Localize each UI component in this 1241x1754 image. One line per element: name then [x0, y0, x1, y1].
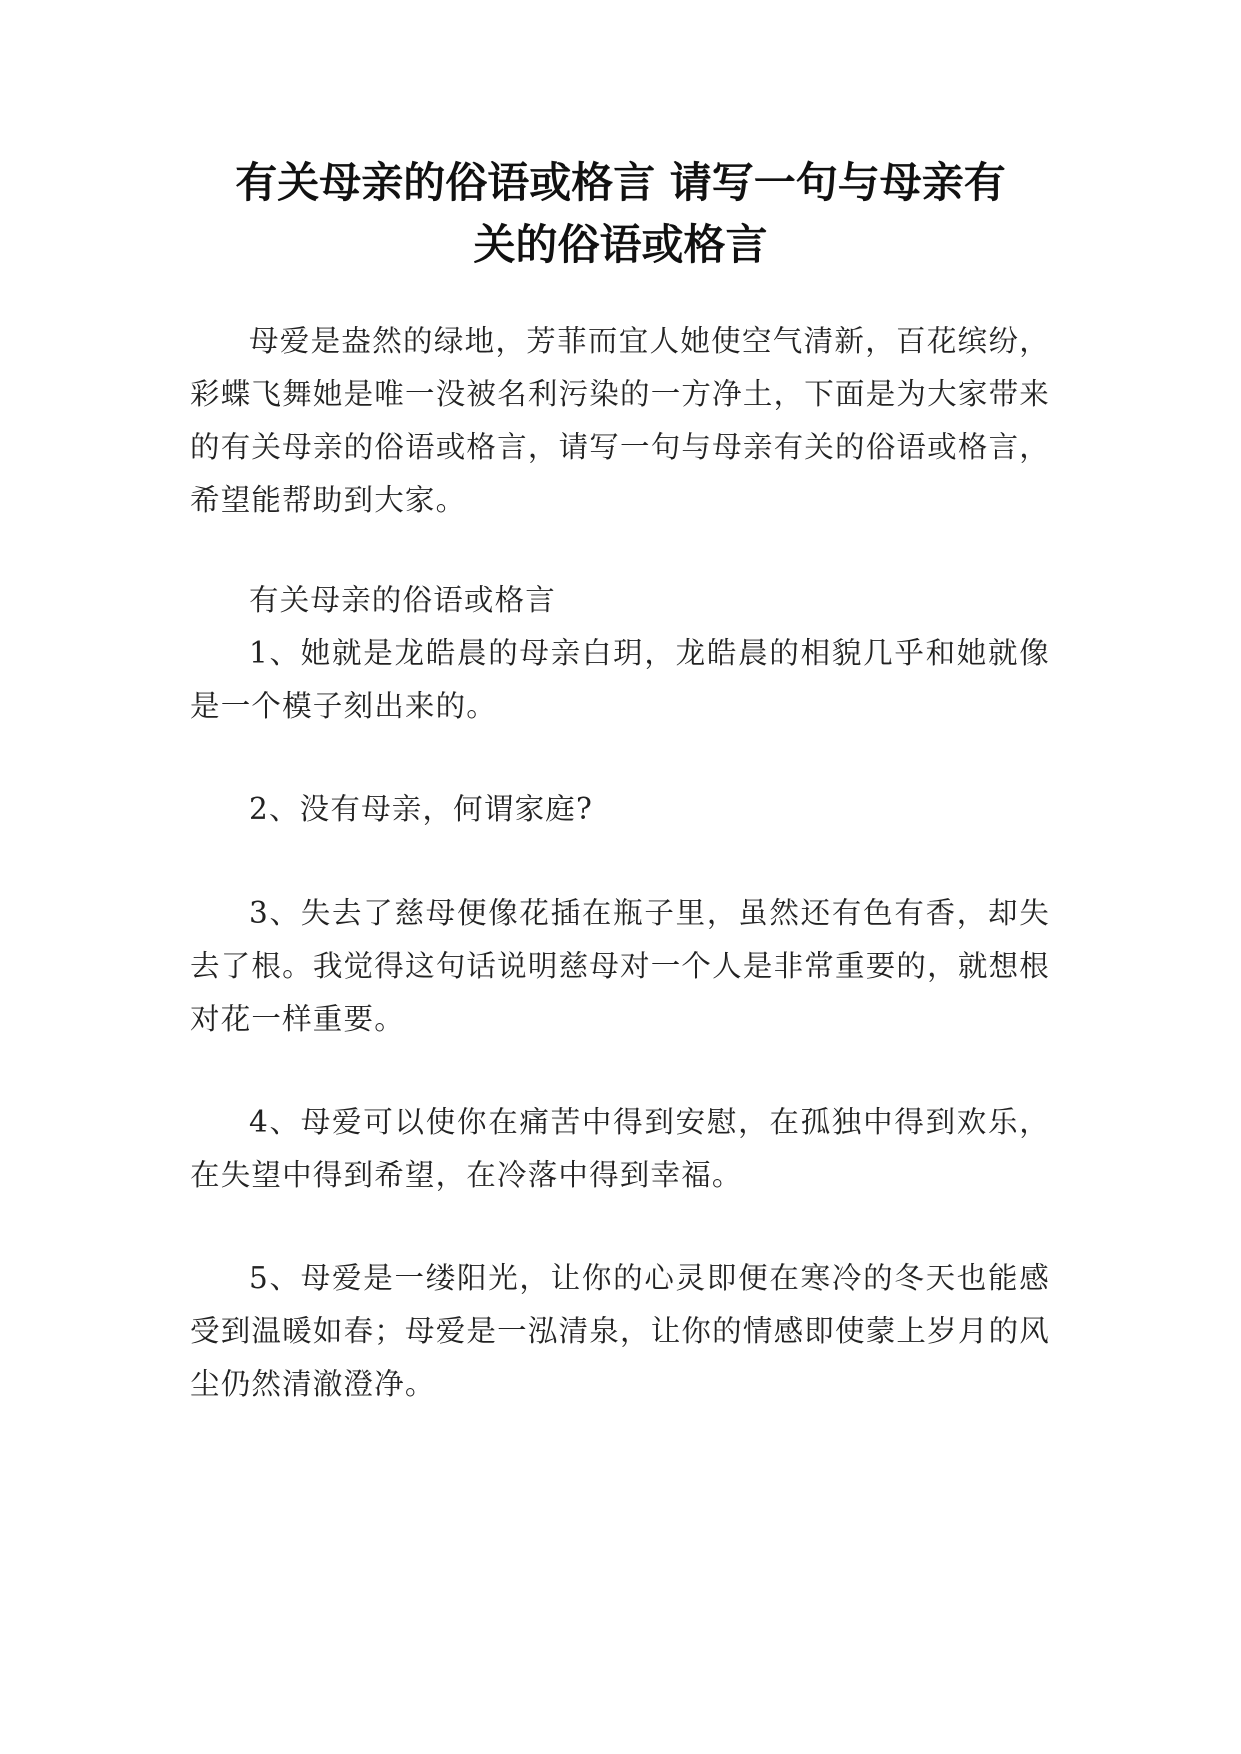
section-heading: 有关母亲的俗语或格言 [249, 583, 557, 617]
list-item: 2、没有母亲，何谓家庭? [249, 792, 593, 826]
list-item: 3、失去了慈母便像花插在瓶子里，虽然还有色有香，却失去了根。我觉得这句话说明慈母对一个人是非常重要的，就想根对花一样重要。 [190, 896, 1050, 1036]
list-item: 4、母爱可以使你在痛苦中得到安慰，在孤独中得到欢乐，在失望中得到希望，在冷落中得到幸福。 [190, 1105, 1050, 1192]
title-line-2: 关的俗语或格言 [473, 220, 768, 269]
intro-paragraph: 母爱是盎然的绿地，芳菲而宜人她使空气清新，百花缤纷，彩蝶飞舞她是唯一没被名利污染的一方净土，下面是为大家带来的有关母亲的俗语或格言，请写一句与母亲有关的俗语或格言，希望能帮助到大家。 [190, 324, 1050, 517]
document-title [150, 152, 1091, 276]
list-item: 1、她就是龙皓晨的母亲白玥，龙皓晨的相貌几乎和她就像是一个模子刻出来的。 [190, 636, 1050, 723]
list-item: 5、母爱是一缕阳光，让你的心灵即便在寒冷的冬天也能感受到温暖如春；母爱是一泓清泉，让你的情感即使蒙上岁月的风尘仍然清澈澄净。 [190, 1261, 1050, 1401]
title-line-1: 有关母亲的俗语或格言 请写一句与母亲有 [235, 158, 1006, 207]
